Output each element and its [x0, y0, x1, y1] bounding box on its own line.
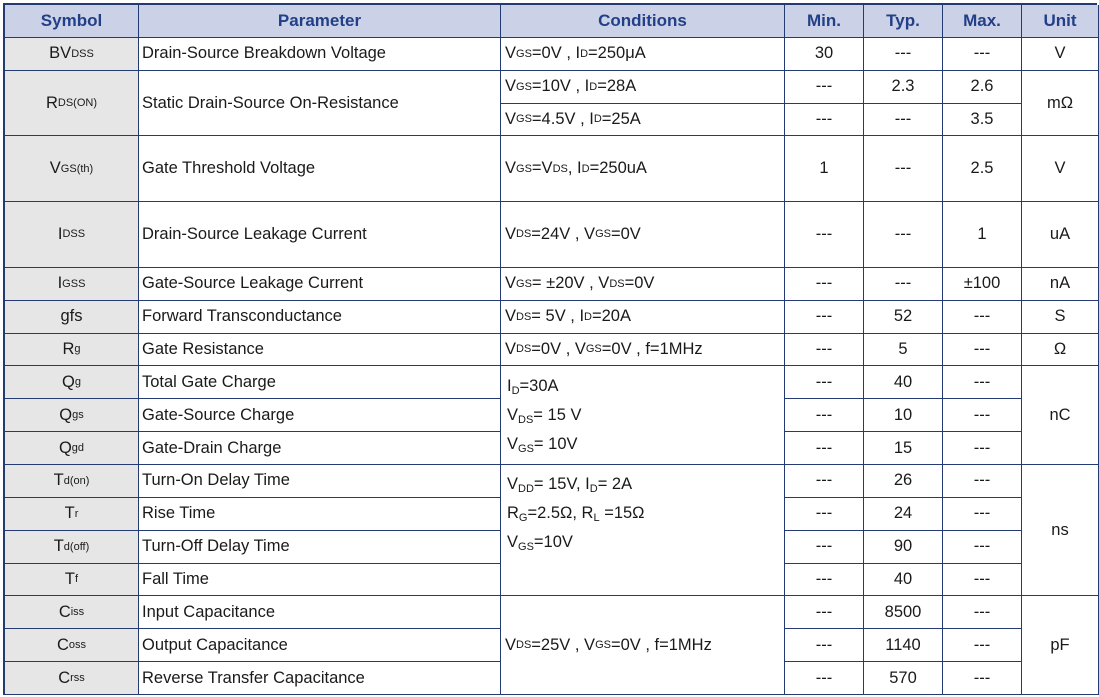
symbol-qgd: Q gd: [5, 432, 139, 465]
max-qgd: ---: [943, 432, 1022, 465]
typ-ciss: 8500: [864, 596, 943, 629]
cond-igss: V GS = ±20V , V DS =0V: [501, 268, 785, 301]
min-rg: ---: [785, 334, 864, 367]
typ-rdson-b: ---: [864, 104, 943, 137]
min-qgs: ---: [785, 399, 864, 432]
header-min: Min.: [785, 5, 864, 38]
typ-gfs: 52: [864, 301, 943, 334]
cond-gfs: V DS = 5V , I D =20A: [501, 301, 785, 334]
param-qgd: Gate-Drain Charge: [139, 432, 501, 465]
max-rdson-b: 3.5: [943, 104, 1022, 137]
min-ciss: ---: [785, 596, 864, 629]
typ-tf: 40: [864, 564, 943, 597]
typ-igss: ---: [864, 268, 943, 301]
typ-tdoff: 90: [864, 531, 943, 564]
min-rdson-a: ---: [785, 71, 864, 104]
unit-gate-charge: nC: [1022, 366, 1099, 465]
symbol-vgsth: V GS(th): [5, 136, 139, 202]
header-parameter: Parameter: [139, 5, 501, 38]
cond-capacitance: V DS =25V , V GS =0V , f=1MHz: [501, 596, 785, 695]
param-rdson: Static Drain-Source On-Resistance: [139, 71, 501, 137]
symbol-tf: T f: [5, 564, 139, 597]
typ-tdon: 26: [864, 465, 943, 498]
cond-rdson-b: V GS =4.5V , I D =25A: [501, 104, 785, 137]
min-tdoff: ---: [785, 531, 864, 564]
param-tf: Fall Time: [139, 564, 501, 597]
symbol-gfs: gfs: [5, 301, 139, 334]
cond-rdson-a: V GS =10V , I D =28A: [501, 71, 785, 104]
max-crss: ---: [943, 662, 1022, 695]
min-tr: ---: [785, 498, 864, 531]
symbol-coss: C oss: [5, 629, 139, 662]
param-crss: Reverse Transfer Capacitance: [139, 662, 501, 695]
param-igss: Gate-Source Leakage Current: [139, 268, 501, 301]
typ-rg: 5: [864, 334, 943, 367]
cond-bvdss: V GS =0V , I D =250μA: [501, 38, 785, 71]
typ-tr: 24: [864, 498, 943, 531]
min-igss: ---: [785, 268, 864, 301]
unit-rg: Ω: [1022, 334, 1099, 367]
max-bvdss: ---: [943, 38, 1022, 71]
unit-switching: ns: [1022, 465, 1099, 596]
cond-gate-charge-line1: $I_D=30A$: [507, 376, 559, 397]
cond-gate-charge-line3: $V_{GS}= 10V$: [507, 434, 578, 455]
unit-igss: nA: [1022, 268, 1099, 301]
cond-vgsth: V GS =V DS , I D =250uA: [501, 136, 785, 202]
min-bvdss: 30: [785, 38, 864, 71]
min-coss: ---: [785, 629, 864, 662]
electrical-characteristics-table: [3, 3, 1097, 695]
typ-qg: 40: [864, 366, 943, 399]
cond-switching-line3: $V_{GS}=10V$: [507, 533, 573, 553]
unit-vgsth: V: [1022, 136, 1099, 202]
max-ciss: ---: [943, 596, 1022, 629]
min-tdon: ---: [785, 465, 864, 498]
cond-rg: V DS =0V , V GS =0V , f=1MHz: [501, 334, 785, 367]
symbol-rg: R g: [5, 334, 139, 367]
max-tr: ---: [943, 498, 1022, 531]
min-qgd: ---: [785, 432, 864, 465]
typ-qgd: 15: [864, 432, 943, 465]
symbol-igss: I GSS: [5, 268, 139, 301]
max-tf: ---: [943, 564, 1022, 597]
header-conditions: Conditions: [501, 5, 785, 38]
symbol-ciss: C iss: [5, 596, 139, 629]
param-tr: Rise Time: [139, 498, 501, 531]
typ-crss: 570: [864, 662, 943, 695]
cond-switching-line2: $R_G=2.5\Omega$, $R_L =15\Omega$: [507, 504, 645, 524]
max-qgs: ---: [943, 399, 1022, 432]
max-rdson-a: 2.6: [943, 71, 1022, 104]
symbol-qg: Q g: [5, 366, 139, 399]
symbol-tr: T r: [5, 498, 139, 531]
max-idss: 1: [943, 202, 1022, 268]
param-tdon: Turn-On Delay Time: [139, 465, 501, 498]
max-coss: ---: [943, 629, 1022, 662]
unit-gfs: S: [1022, 301, 1099, 334]
symbol-tdoff: T d(off): [5, 531, 139, 564]
max-tdoff: ---: [943, 531, 1022, 564]
symbol-bvdss: BV DSS: [5, 38, 139, 71]
min-gfs: ---: [785, 301, 864, 334]
unit-capacitance: pF: [1022, 596, 1099, 695]
min-vgsth: 1: [785, 136, 864, 202]
typ-bvdss: ---: [864, 38, 943, 71]
typ-idss: ---: [864, 202, 943, 268]
header-max: Max.: [943, 5, 1022, 38]
param-vgsth: Gate Threshold Voltage: [139, 136, 501, 202]
min-qg: ---: [785, 366, 864, 399]
cond-switching-line1: $V_{DD}= 15V$, $I_D= 2A$: [507, 475, 633, 495]
param-qgs: Gate-Source Charge: [139, 399, 501, 432]
cond-gate-charge-line2: $V_{DS}= 15$ V: [507, 405, 582, 426]
symbol-tdon: T d(on): [5, 465, 139, 498]
symbol-qgs: Q gs: [5, 399, 139, 432]
cond-switching: [501, 465, 785, 596]
unit-rdson: mΩ: [1022, 71, 1099, 137]
header-typ: Typ.: [864, 5, 943, 38]
min-rdson-b: ---: [785, 104, 864, 137]
max-rg: ---: [943, 334, 1022, 367]
header-unit: Unit: [1022, 5, 1099, 38]
param-ciss: Input Capacitance: [139, 596, 501, 629]
param-gfs: Forward Transconductance: [139, 301, 501, 334]
max-gfs: ---: [943, 301, 1022, 334]
param-bvdss: Drain-Source Breakdown Voltage: [139, 38, 501, 71]
symbol-idss: I DSS: [5, 202, 139, 268]
symbol-rdson: R DS(ON): [5, 71, 139, 137]
typ-rdson-a: 2.3: [864, 71, 943, 104]
typ-vgsth: ---: [864, 136, 943, 202]
max-vgsth: 2.5: [943, 136, 1022, 202]
symbol-crss: C rss: [5, 662, 139, 695]
min-crss: ---: [785, 662, 864, 695]
cond-gate-charge: [501, 366, 785, 465]
param-coss: Output Capacitance: [139, 629, 501, 662]
param-idss: Drain-Source Leakage Current: [139, 202, 501, 268]
unit-idss: uA: [1022, 202, 1099, 268]
min-idss: ---: [785, 202, 864, 268]
header-symbol: Symbol: [5, 5, 139, 38]
cond-idss: V DS =24V , V GS =0V: [501, 202, 785, 268]
min-tf: ---: [785, 564, 864, 597]
param-rg: Gate Resistance: [139, 334, 501, 367]
max-qg: ---: [943, 366, 1022, 399]
max-igss: ±100: [943, 268, 1022, 301]
param-tdoff: Turn-Off Delay Time: [139, 531, 501, 564]
typ-coss: 1140: [864, 629, 943, 662]
param-qg: Total Gate Charge: [139, 366, 501, 399]
unit-bvdss: V: [1022, 38, 1099, 71]
typ-qgs: 10: [864, 399, 943, 432]
max-tdon: ---: [943, 465, 1022, 498]
